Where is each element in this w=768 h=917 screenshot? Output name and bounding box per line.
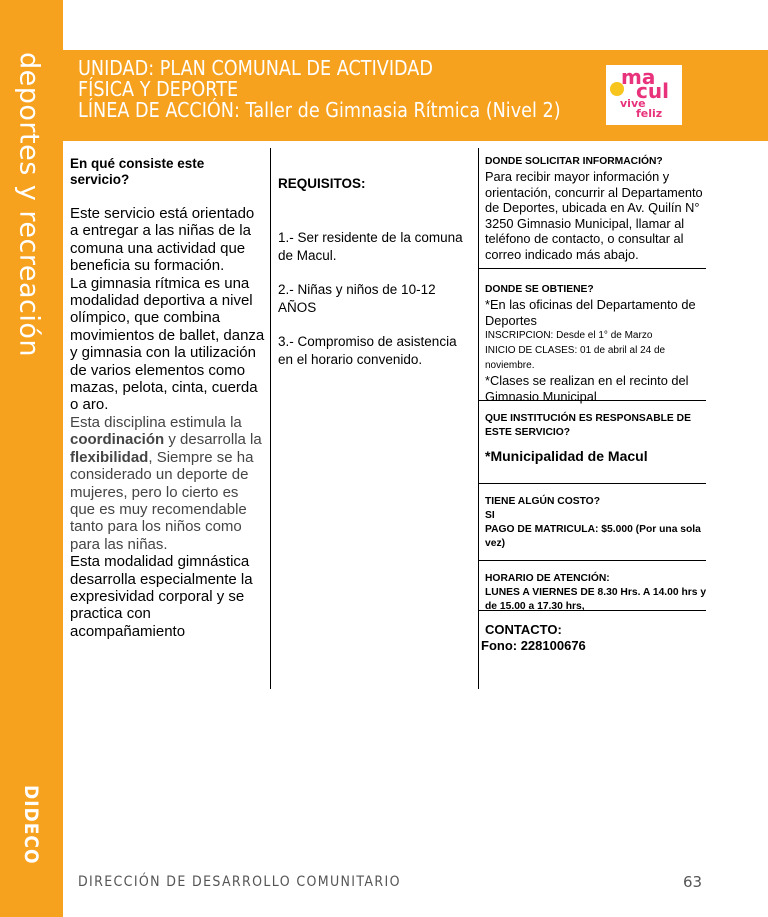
- service-paragraph-2: La gimnasia rítmica es una modalidad deportiva a nivel olímpico, que combina movimientos de ballet, danza y gimnasia con la utilización de varios elementos como mazas, pelota, cinta, cuerda o aro.: [70, 274, 265, 414]
- hours-section: [485, 572, 707, 614]
- sidebar-department-label: DIDECO: [20, 785, 42, 865]
- row-divider-3: [478, 483, 706, 484]
- info-text: Para recibir mayor información y orientación, concurrir al Departamento de Deportes, ubicada en Av. Quilín N° 3250 Gimnasio Municipal, llamar al teléfono de contacto, o consultar al correo indicado más abajo.: [485, 169, 703, 262]
- page-number: 63: [683, 873, 703, 891]
- institution-title: QUE INSTITUCIÓN ES RESPONSABLE DE ESTE SERVICIO?: [485, 413, 691, 438]
- info-section: [485, 155, 707, 262]
- header-line-accion: LÍNEA DE ACCIÓN: Taller de Gimnasia Rítmica (Nivel 2): [78, 98, 561, 122]
- logo-word-ma: ma: [621, 65, 656, 89]
- p3-bold-flexibilidad: flexibilidad: [70, 448, 149, 466]
- sidebar-section-title: deportes y recreación: [13, 52, 45, 358]
- p3-text-a: Esta disciplina estimula la: [70, 413, 242, 431]
- cost-section: [485, 495, 707, 551]
- p3-text-e: , Siempre se ha considerado un deporte de mujeres, pero lo cierto es que es muy recomendable tanto para los niños como para las niñas.: [70, 448, 254, 553]
- row-divider-4: [478, 560, 706, 561]
- requirement-item: 2.- Niñas y niños de 10-12 AÑOS: [278, 282, 436, 315]
- requirements-section: [278, 175, 468, 385]
- service-paragraph-4: Esta modalidad gimnástica desarrolla especialmente la expresividad corporal y se practica con acompañamiento: [70, 553, 253, 640]
- requirement-item: 1.- Ser residente de la comuna de Macul.: [278, 230, 463, 263]
- requirement-item: 3.- Compromiso de asistencia en el horario convenido.: [278, 334, 457, 367]
- contact-section: [481, 622, 707, 653]
- where-line-1: *En las oficinas del Departamento de Deportes: [485, 297, 696, 328]
- header-band: [63, 50, 768, 141]
- institution-value: *Municipalidad de Macul: [485, 448, 648, 464]
- footer-department: DIRECCIÓN DE DESARROLLO COMUNITARIO: [78, 874, 401, 890]
- where-section: [485, 283, 707, 404]
- cost-answer: SI: [485, 510, 495, 521]
- logo-word-feliz: feliz: [636, 107, 663, 120]
- column-divider-2: [478, 148, 479, 689]
- where-title: DONDE SE OBTIENE?: [485, 284, 594, 295]
- contact-title: CONTACTO:: [485, 622, 562, 637]
- contact-phone: Fono: 228100676: [481, 637, 586, 653]
- row-divider-1: [478, 268, 706, 269]
- p3-text-c: y desarrolla la: [164, 431, 262, 449]
- hours-text: LUNES A VIERNES DE 8.30 Hrs. A 14.00 hrs y de 15.00 a 17.30 hrs,: [485, 587, 707, 612]
- where-line-4: *Clases se realizan en el recinto del Gimnasio Municipal: [485, 373, 689, 404]
- p3-bold-coordinacion: coordinación: [70, 431, 165, 449]
- requirements-title: REQUISITOS:: [278, 176, 366, 191]
- where-inscription: INSCRIPCION: Desde el 1° de Marzo: [485, 330, 653, 341]
- service-paragraph-3: [70, 414, 266, 553]
- header-line-unidad: UNIDAD: PLAN COMUNAL DE ACTIVIDAD: [78, 56, 433, 80]
- info-title: DONDE SOLICITAR INFORMACIÓN?: [485, 156, 663, 167]
- header-line-fisica: FÍSICA Y DEPORTE: [78, 77, 239, 101]
- service-paragraph-1: Este servicio está orientado a entregar a las niñas de la comuna una actividad que beneficia su formación.: [70, 205, 255, 275]
- logo-word-cul: cul: [636, 79, 669, 103]
- where-class-start: INICIO DE CLASES: 01 de abril al 24 de noviembre.: [485, 345, 666, 371]
- hours-title: HORARIO DE ATENCIÓN:: [485, 573, 610, 584]
- header-title: [78, 58, 561, 121]
- service-description: [70, 156, 266, 689]
- institution-section: [485, 412, 707, 465]
- cost-detail: PAGO DE MATRICULA: $5.000 (Por una sola vez): [485, 524, 701, 549]
- sidebar-band: [0, 0, 63, 917]
- logo-word-vive: vive: [620, 97, 646, 110]
- macul-logo: [606, 65, 682, 125]
- service-question: En qué consiste este servicio?: [70, 156, 205, 187]
- column-divider-1: [270, 148, 271, 689]
- cost-title: TIENE ALGÚN COSTO?: [485, 496, 600, 507]
